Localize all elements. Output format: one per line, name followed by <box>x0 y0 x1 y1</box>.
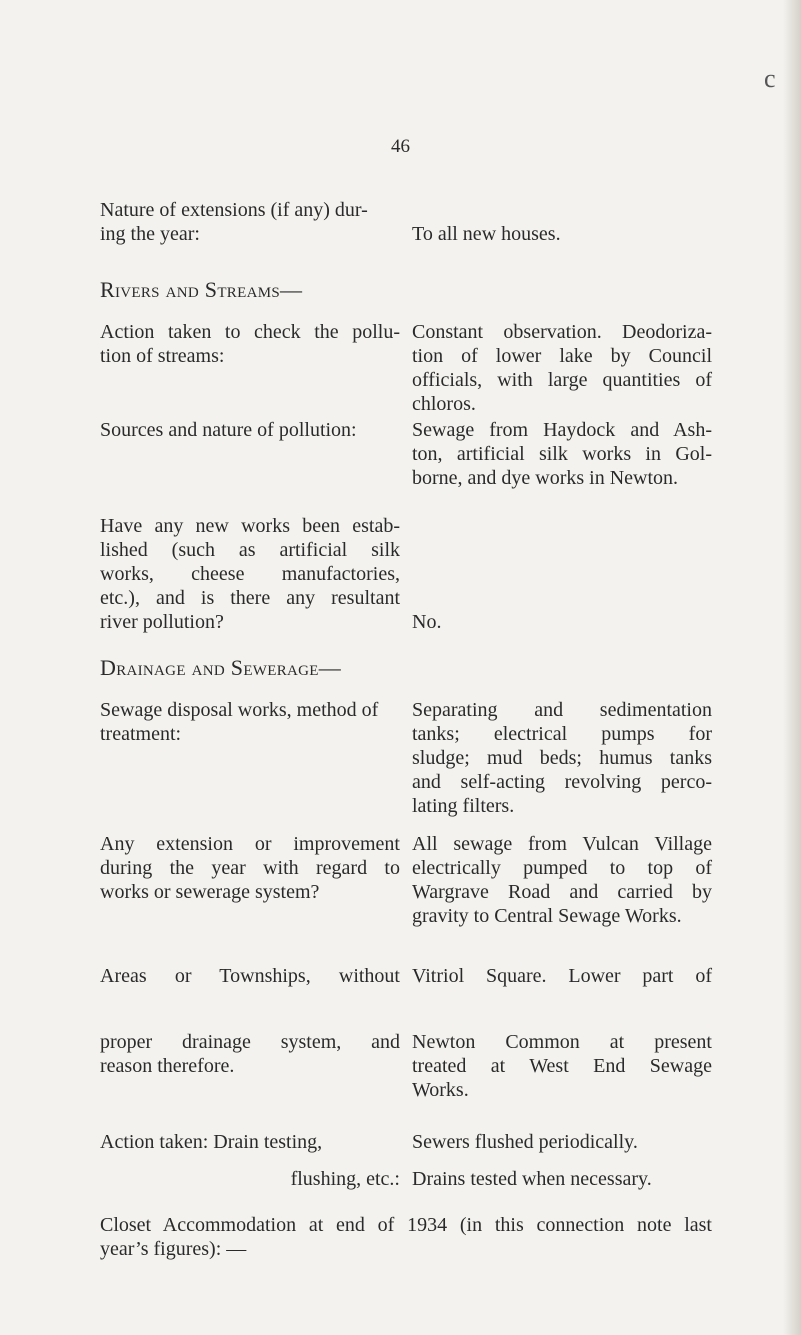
rivers-streams-heading <box>100 277 302 303</box>
answer-line: sludge; mud beds; humus tanks <box>412 747 712 769</box>
question-line: during the year with regard to <box>100 857 400 879</box>
areas-answer-rest <box>412 1030 712 1102</box>
answer-line: treated at West End Sewage <box>412 1055 712 1077</box>
extensions-question-line: Nature of extensions (if any) dur- <box>100 199 368 221</box>
answer-line: gravity to Central Sewage Works. <box>412 905 682 927</box>
pollution-sources-answer <box>412 418 712 490</box>
extensions-answer-line: To all new houses. <box>412 223 561 245</box>
answer-line: borne, and dye works in Newton. <box>412 467 679 489</box>
question-line: flushing, etc.: <box>290 1168 400 1190</box>
heading-text: Drainage and Sewerage— <box>100 655 342 680</box>
drain-action-question-line-1 <box>100 1130 400 1154</box>
question-line: tion of streams: <box>100 345 225 367</box>
question-line: Have any new works been estab- <box>100 515 400 537</box>
extensions-question <box>100 198 400 246</box>
question-line: etc.), and is there any resultant <box>100 587 400 609</box>
page-number: 46 <box>391 136 410 157</box>
question-line: treatment: <box>100 723 182 745</box>
answer-line: electrically pumped to top of <box>412 857 712 879</box>
pollution-action-answer <box>412 320 712 416</box>
question-line: proper drainage system, and <box>100 1031 400 1053</box>
areas-answer-line-1 <box>412 964 712 988</box>
areas-question-line-1 <box>100 964 400 988</box>
disposal-answer <box>412 698 712 818</box>
drain-action-answer-line-1 <box>412 1130 712 1154</box>
answer-line: No. <box>412 611 442 633</box>
answer-line: Newton Common at present <box>412 1031 712 1053</box>
answer-line: and self-acting revolving perco- <box>412 771 712 793</box>
answer-line: chloros. <box>412 393 476 415</box>
answer-line: Works. <box>412 1079 469 1101</box>
question-line: Action taken: Drain testing, <box>100 1131 323 1153</box>
question-line: Sewage disposal works, method of <box>100 699 379 721</box>
disposal-question <box>100 698 400 746</box>
extensions-answer <box>412 222 712 246</box>
closet-line: Closet Accommodation at end of 1934 (in this connection note last <box>100 1214 712 1236</box>
answer-line: lating filters. <box>412 795 515 817</box>
improvement-answer <box>412 832 712 928</box>
closet-line: year’s figures): — <box>100 1238 247 1260</box>
answer-line: All sewage from Vulcan Village <box>412 833 712 855</box>
question-line: works or sewerage system? <box>100 881 320 903</box>
pollution-sources-question <box>100 418 400 442</box>
answer-line: tion of lower lake by Council <box>412 345 712 367</box>
answer-line: Constant observation. Deodoriza- <box>412 321 712 343</box>
answer-line: ton, artificial silk works in Gol- <box>412 443 712 465</box>
drain-action-question-line-2 <box>100 1167 400 1191</box>
question-line: Sources and nature of pollution: <box>100 419 357 441</box>
answer-line: tanks; electrical pumps for <box>412 723 712 745</box>
answer-line: Sewers flushed periodically. <box>412 1131 638 1153</box>
answer-line: officials, with large quantities of <box>412 369 712 391</box>
drainage-sewerage-heading <box>100 655 341 681</box>
extensions-question-line: ing the year: <box>100 223 200 245</box>
question-line: Any extension or improvement <box>100 833 400 855</box>
answer-line: Drains tested when necessary. <box>412 1168 652 1190</box>
question-line: reason therefore. <box>100 1055 235 1077</box>
question-line: Action taken to check the pollu- <box>100 321 400 343</box>
improvement-question <box>100 832 400 904</box>
question-line: works, cheese manufactories, <box>100 563 400 585</box>
closet-accommodation-text <box>100 1213 712 1261</box>
answer-line: Sewage from Haydock and Ash- <box>412 419 712 441</box>
new-works-answer <box>412 610 712 634</box>
corner-mark: c <box>764 64 776 93</box>
answer-line: Wargrave Road and carried by <box>412 881 712 903</box>
answer-line: Vitriol Square. Lower part of <box>412 965 712 987</box>
drain-action-answer-line-2 <box>412 1167 712 1191</box>
new-works-question <box>100 514 400 634</box>
question-line: river pollution? <box>100 611 224 633</box>
pollution-action-question <box>100 320 400 368</box>
heading-text: Rivers and Streams— <box>100 277 303 302</box>
answer-line: Separating and sedimentation <box>412 699 712 721</box>
question-line: lished (such as artificial silk <box>100 539 400 561</box>
areas-question-rest <box>100 1030 400 1078</box>
question-line: Areas or Townships, without <box>100 965 400 987</box>
page-edge-shadow <box>783 0 801 1335</box>
